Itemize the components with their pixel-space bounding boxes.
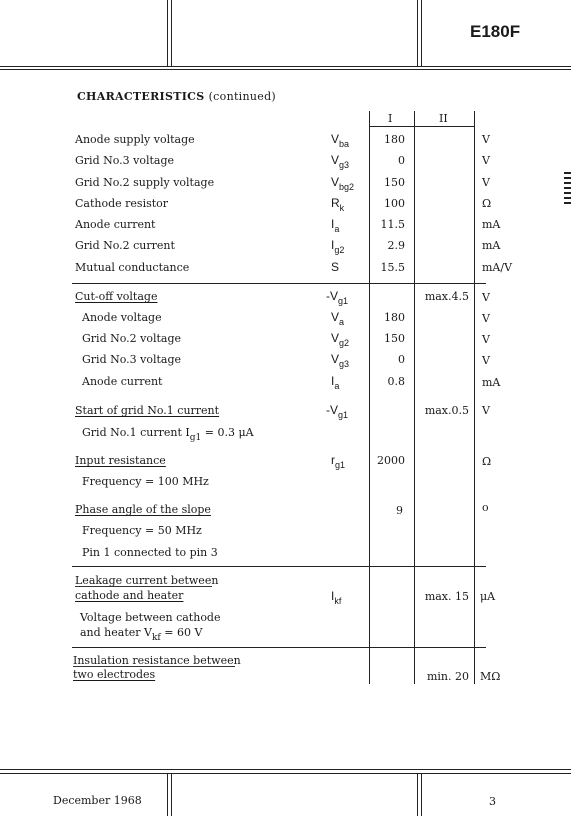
row-label: Grid No.2 current bbox=[75, 239, 175, 252]
row-label: Grid No.3 voltage bbox=[82, 353, 182, 366]
row-label: Cut-off voltage bbox=[75, 290, 158, 303]
row-symbol: $V_{bg2}$ bbox=[331, 175, 355, 192]
row-unit: Ω bbox=[482, 455, 492, 468]
header-divider-1 bbox=[167, 0, 168, 67]
row-label: Start of grid No.1 current bbox=[75, 404, 220, 417]
edge-mark bbox=[564, 202, 571, 204]
label-underline bbox=[73, 666, 235, 667]
row-value-1: 11.5 bbox=[380, 218, 405, 231]
row-value-1: 2.9 bbox=[387, 239, 405, 252]
row-symbol: $I_{kf}$ bbox=[331, 589, 342, 606]
row-value-1: 0.8 bbox=[387, 375, 405, 388]
group-separator bbox=[72, 283, 486, 284]
header-rule-top bbox=[0, 66, 571, 67]
header-rule-bottom bbox=[0, 69, 571, 70]
row-label: Leakage current between bbox=[75, 574, 219, 587]
row-label: Anode voltage bbox=[82, 311, 162, 324]
header-divider-2 bbox=[171, 0, 172, 67]
edge-mark bbox=[564, 192, 571, 194]
row-label: Anode current bbox=[82, 375, 163, 388]
row-unit: V bbox=[482, 333, 490, 346]
row-symbol: $V_{g3}$ bbox=[331, 352, 350, 369]
header-divider-3 bbox=[417, 0, 418, 67]
row-condition-line2: and heater $V_{kf} = 60$ V bbox=[80, 626, 203, 643]
page-number: 3 bbox=[489, 795, 496, 808]
row-unit: μA bbox=[480, 590, 496, 603]
row-symbol: $V_{ba}$ bbox=[331, 132, 350, 149]
column-divider-3 bbox=[474, 111, 475, 684]
row-value-1: 0 bbox=[398, 353, 405, 366]
row-value-1: 100 bbox=[384, 197, 405, 210]
group-separator bbox=[72, 566, 486, 567]
footer-rule-bottom bbox=[0, 773, 571, 774]
row-value-1: 15.5 bbox=[380, 261, 405, 274]
row-symbol: S bbox=[331, 260, 340, 274]
row-unit: V bbox=[482, 154, 490, 167]
row-unit: mA bbox=[482, 376, 501, 389]
row-label: Anode current bbox=[75, 218, 156, 231]
row-symbol: $-V_{g1}$ bbox=[326, 403, 349, 420]
row-label: Grid No.2 voltage bbox=[82, 332, 182, 345]
footer-date: December 1968 bbox=[53, 794, 142, 807]
row-unit: MΩ bbox=[480, 670, 501, 683]
column-header-2: II bbox=[439, 112, 448, 125]
footer-divider-3 bbox=[417, 773, 418, 816]
row-value-1: 180 bbox=[384, 133, 405, 146]
edge-mark bbox=[564, 177, 571, 179]
row-unit: mA bbox=[482, 239, 501, 252]
section-heading: CHARACTERISTICS (continued) bbox=[77, 90, 277, 103]
page-title: E180F bbox=[470, 22, 521, 41]
row-symbol: $-V_{g1}$ bbox=[326, 289, 349, 306]
row-label: Cathode resistor bbox=[75, 197, 169, 210]
row-label-line2: two electrodes bbox=[73, 668, 156, 681]
row-unit: o bbox=[482, 501, 489, 514]
row-value-1: 2000 bbox=[377, 454, 405, 467]
label-underline bbox=[75, 586, 212, 587]
row-label: Grid No.3 voltage bbox=[75, 154, 175, 167]
row-label: Input resistance bbox=[75, 454, 166, 467]
row-value-1: 9 bbox=[396, 504, 403, 517]
row-value-1: 150 bbox=[384, 176, 405, 189]
row-condition: Pin 1 connected to pin 3 bbox=[82, 546, 218, 559]
header-divider-4 bbox=[421, 0, 422, 67]
row-label-line2: cathode and heater bbox=[75, 589, 184, 602]
row-value-1: 150 bbox=[384, 332, 405, 345]
row-label: Mutual conductance bbox=[75, 261, 190, 274]
row-value-2: max.0.5 bbox=[424, 404, 469, 417]
row-unit: mA bbox=[482, 218, 501, 231]
row-symbol: $V_{g3}$ bbox=[331, 153, 350, 170]
row-value-2: max.4.5 bbox=[424, 290, 469, 303]
footer-divider-1 bbox=[167, 773, 168, 816]
footer-divider-4 bbox=[421, 773, 422, 816]
row-symbol: $V_a$ bbox=[331, 310, 345, 327]
row-symbol: $V_{g2}$ bbox=[331, 331, 350, 348]
row-condition: Grid No.1 current $I_{g1} = 0.3$ μA bbox=[82, 426, 254, 443]
row-unit: mA/V bbox=[482, 261, 513, 274]
row-symbol: $I_a$ bbox=[331, 374, 340, 391]
row-symbol: $I_{g2}$ bbox=[331, 238, 345, 255]
row-condition: Frequency = 100 MHz bbox=[82, 475, 209, 488]
row-unit: V bbox=[482, 354, 490, 367]
row-unit: V bbox=[482, 133, 490, 146]
edge-mark bbox=[564, 197, 571, 199]
row-value-1: 180 bbox=[384, 311, 405, 324]
row-symbol: $I_a$ bbox=[331, 217, 340, 234]
row-label: Anode supply voltage bbox=[75, 133, 195, 146]
row-condition: Frequency = 50 MHz bbox=[82, 524, 202, 537]
group-separator bbox=[72, 647, 486, 648]
edge-mark bbox=[564, 187, 571, 189]
row-value-2: min. 20 bbox=[426, 670, 469, 683]
column-header-rule bbox=[369, 126, 474, 127]
footer-rule-top bbox=[0, 769, 571, 770]
row-unit: V bbox=[482, 176, 490, 189]
row-condition: Voltage between cathode bbox=[80, 611, 221, 624]
row-label: Phase angle of the slope bbox=[75, 503, 211, 516]
edge-mark bbox=[564, 172, 571, 174]
column-header-1: I bbox=[388, 112, 393, 125]
row-label: Grid No.2 supply voltage bbox=[75, 176, 215, 189]
row-unit: Ω bbox=[482, 197, 492, 210]
row-symbol: $R_k$ bbox=[331, 196, 345, 213]
edge-mark bbox=[564, 182, 571, 184]
row-unit: V bbox=[482, 291, 490, 304]
row-value-1: 0 bbox=[398, 154, 405, 167]
row-symbol: $r_{g1}$ bbox=[331, 453, 346, 470]
row-unit: V bbox=[482, 312, 490, 325]
row-label: Insulation resistance between bbox=[73, 654, 241, 667]
footer-divider-2 bbox=[171, 773, 172, 816]
row-value-2: max. 15 bbox=[424, 590, 469, 603]
row-unit: V bbox=[482, 404, 490, 417]
